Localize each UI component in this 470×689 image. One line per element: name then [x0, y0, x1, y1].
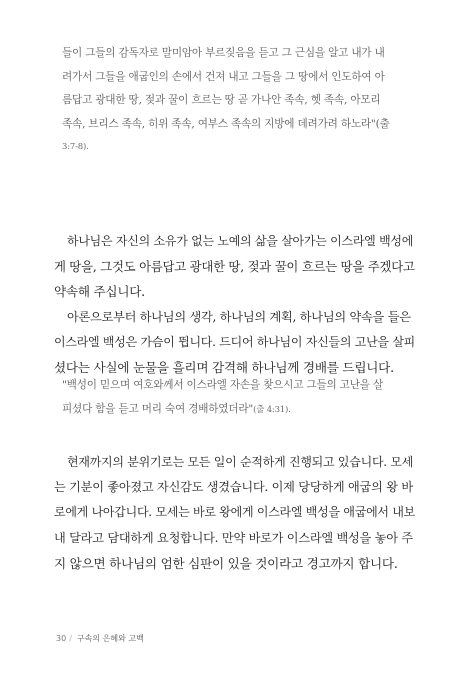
- quote-reference: (출 4:31).: [253, 404, 291, 415]
- paragraph-line: 셨다는 사실에 눈물을 흘리며 감격해 하나님께 경배를 드립니다.: [54, 360, 394, 376]
- paragraph-line: 아론으로부터 하나님의 생각, 하나님의 계획, 하나님의 약속을 들은: [67, 309, 411, 324]
- paragraph-line: 이스라엘 백성은 가슴이 뜁니다. 드디어 하나님이 자신들의 고난을 살피: [54, 334, 416, 349]
- body-paragraphs-2: [54, 450, 416, 576]
- paragraph-line: 는 기분이 좋아졌고 자신감도 생겼습니다. 이제 당당하게 애굽의 왕 바: [54, 480, 413, 495]
- quote-line: 족속, 브리스 족속, 히위 족속, 여부스 족속의 지방에 데려가려 하노라"(출: [62, 117, 390, 130]
- paragraph-line: 현재까지의 분위기로는 모든 일이 순적하게 진행되고 있습니다. 모세: [67, 455, 414, 469]
- quote-line: "백성이 믿으며 여호와께서 이스라엘 자손을 찾으시고 그들의 고난을 살: [62, 379, 383, 391]
- quote-text: 피셨다 함을 듣고 머리 숙여 경배하였더라": [62, 402, 254, 415]
- quote-line: 려가서 그들을 애굽인의 손에서 건져 내고 그들을 그 땅에서 인도하여 아: [62, 70, 385, 83]
- scripture-quote-exodus-3: [62, 42, 416, 160]
- paragraph-line: 지 않으면 하나님의 엄한 심판이 있을 것이라고 경고까지 합니다.: [54, 555, 398, 571]
- footer-separator: /: [69, 634, 72, 643]
- page-number: 30: [56, 634, 67, 643]
- paragraph-line: 로에게 나아갑니다. 모세는 바로 왕에게 이스라엘 백성을 애굽에서 내보: [54, 505, 416, 520]
- body-paragraphs-1: [54, 229, 416, 380]
- quote-line: 들이 그들의 감독자로 말미암아 부르짖음을 듣고 그 근심을 알고 내가 내: [62, 47, 385, 59]
- book-title: 구속의 은혜와 고백: [76, 634, 144, 643]
- scripture-quote-exodus-4: [62, 374, 416, 422]
- paragraph-line: 게 땅을, 그것도 아름답고 광대한 땅, 젖과 꿀이 흐르는 땅을 주겠다고: [54, 259, 415, 275]
- paragraph-line: 약속해 주십니다.: [54, 284, 145, 300]
- page-footer: [56, 633, 144, 644]
- quote-reference: 3:7-8).: [62, 142, 89, 152]
- paragraph-line: 내 달라고 담대하게 요청합니다. 만약 바로가 이스라엘 백성을 놓아 주: [54, 530, 413, 545]
- quote-line-with-ref: [62, 398, 416, 423]
- quote-line: 름답고 광대한 땅, 젖과 꿀이 흐르는 땅 곧 가나안 족속, 헷 족속, 아모리: [62, 94, 381, 106]
- paragraph-line: 하나님은 자신의 소유가 없는 노예의 삶을 살아가는 이스라엘 백성에: [67, 234, 414, 248]
